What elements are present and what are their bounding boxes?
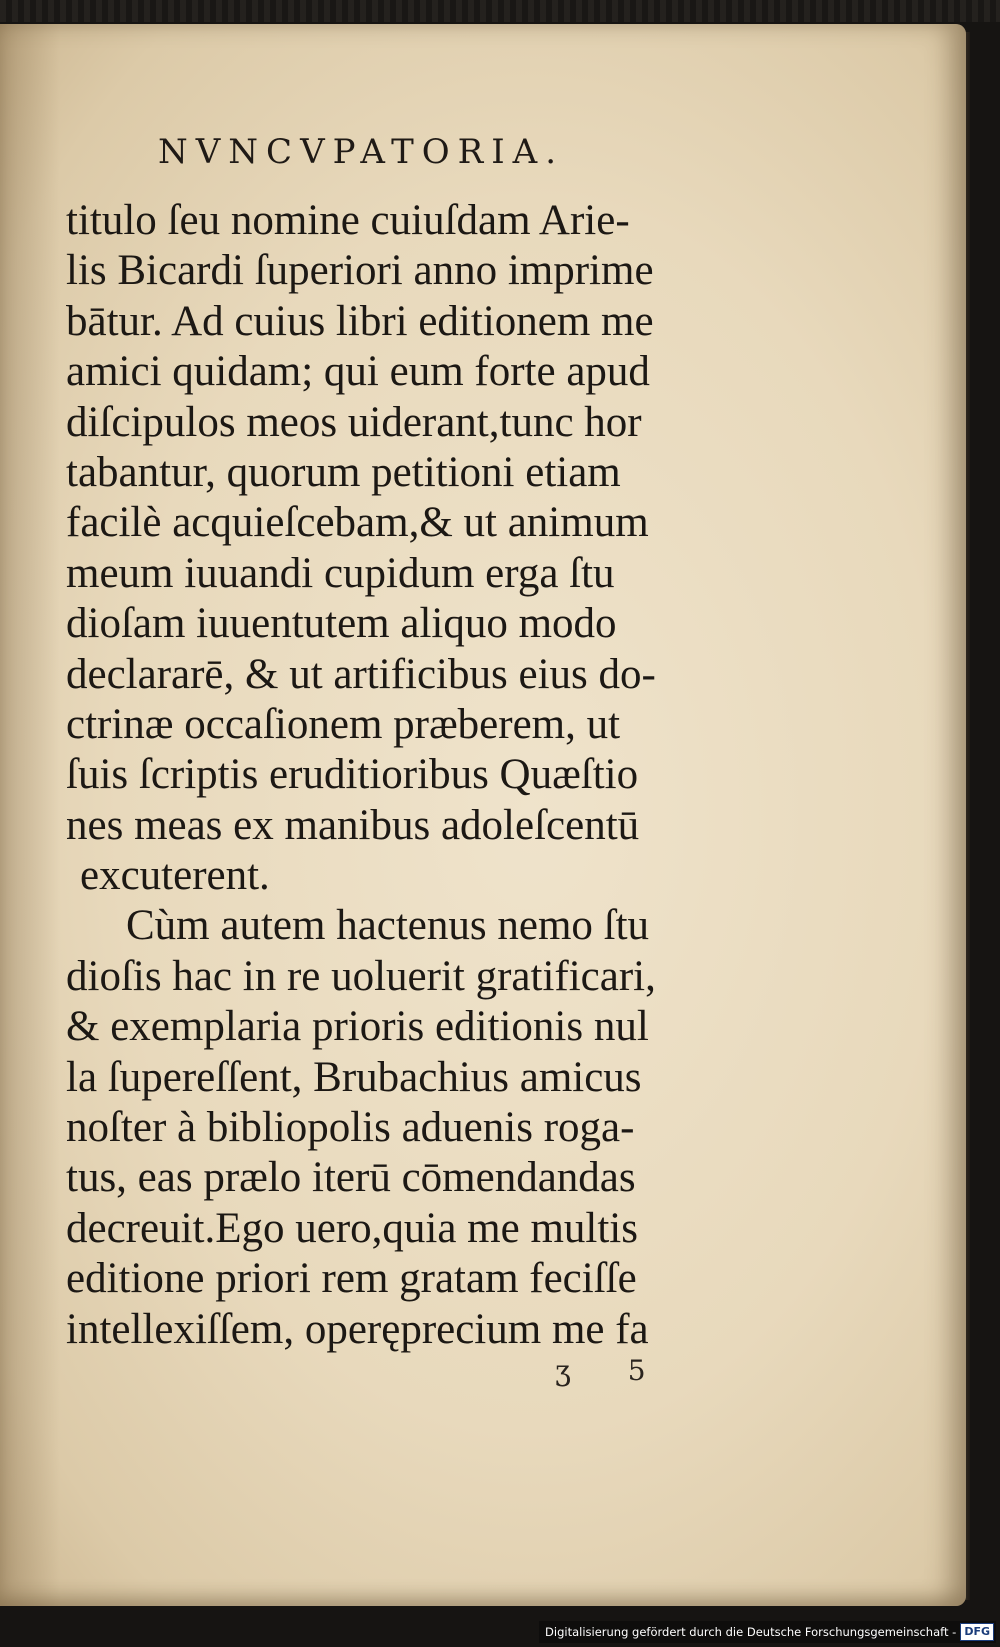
text-line: ctrinæ occaſionem præberem, ut <box>66 700 621 748</box>
paragraph-start-line: Cùm autem hactenus nemo ſtu <box>126 902 650 950</box>
text-line: decreuit.Ego uero,quia me multis <box>66 1204 638 1252</box>
text-line: bātur. Ad cuius libri editionem me <box>66 297 654 345</box>
text-line: noſter à bibliopolis aduenis roga- <box>66 1104 635 1152</box>
digitization-credit <box>539 1621 996 1643</box>
text-line: titulo ſeu nomine cuiuſdam Arie- <box>66 197 630 244</box>
signature-mark: ʒ 5 <box>555 1354 670 1387</box>
text-line: lis Bicardi ſuperiori anno imprime <box>66 247 654 295</box>
text-line: ſuis ſcriptis eruditioribus Quæſtio <box>66 751 639 799</box>
gutter-shadow <box>0 24 60 1606</box>
running-head: NVNCVPATORIA. <box>158 132 565 172</box>
text-line: editione priori rem gratam feciſſe <box>66 1255 637 1303</box>
text-line: dioſis hac in re uoluerit gratificari, <box>66 952 656 1000</box>
text-line: nes meas ex manibus adoleſcentū <box>66 801 640 849</box>
body-text <box>66 196 726 1355</box>
scan-top-edge <box>0 0 1000 22</box>
text-line: tabantur, quorum petitioni etiam <box>66 448 621 496</box>
text-line: amici quidam; qui eum forte apud <box>66 348 650 396</box>
text-line: diſcipulos meos uiderant,tunc hor <box>66 398 642 446</box>
text-line: meum iuuandi cupidum erga ſtu <box>66 549 615 597</box>
text-line: excuterent. <box>80 852 270 900</box>
text-line: dioſam iuuentutem aliquo modo <box>66 600 617 648</box>
credit-text: Digitalisierung gefördert durch die Deutsche Forschungsgemeinschaft - <box>545 1625 957 1639</box>
text-line: la ſupereſſent, Brubachius amicus <box>66 1053 642 1101</box>
text-line: facilè acquieſcebam,& ut animum <box>66 499 649 547</box>
text-line: intellexiſſem, operęprecium me fa <box>66 1305 649 1353</box>
book-page <box>0 24 966 1606</box>
text-line: declararē, & ut artificibus eius do- <box>66 650 656 698</box>
text-line: & exemplaria prioris editionis nul <box>66 1003 649 1051</box>
text-line: tus, eas prælo iterū cōmendandas <box>66 1154 636 1202</box>
dfg-logo-icon: DFG <box>960 1623 994 1641</box>
